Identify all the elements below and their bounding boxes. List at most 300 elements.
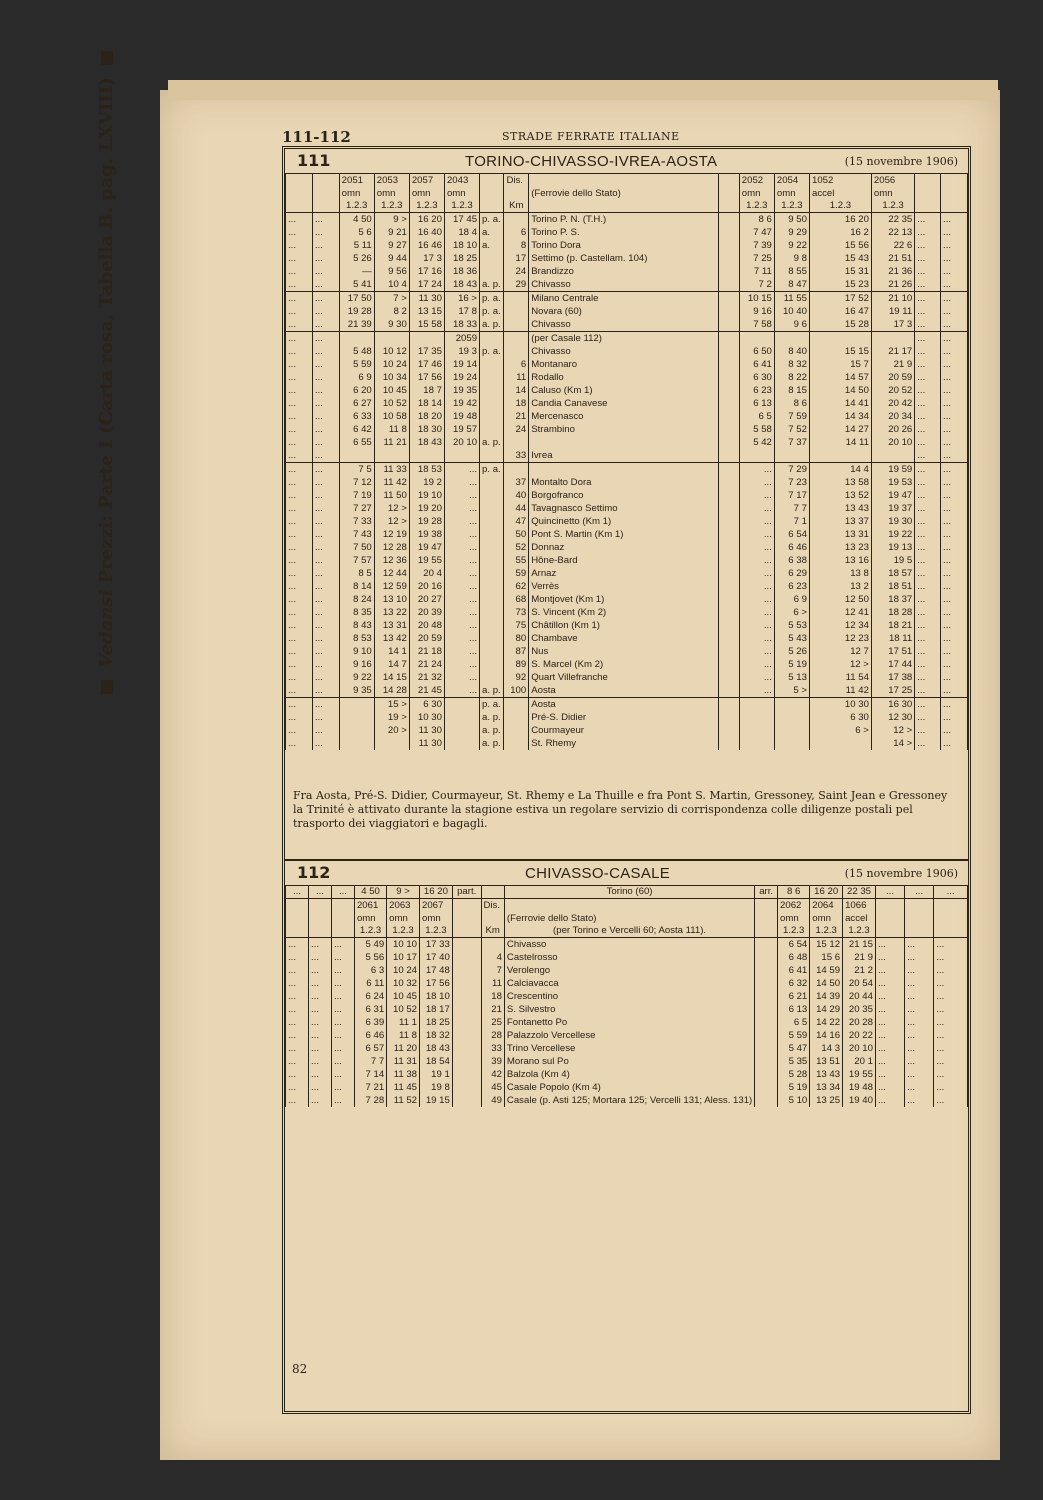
departure-time: 12 > [374, 502, 409, 515]
distance-km: 39 [481, 1055, 504, 1068]
table-row [286, 332, 968, 346]
arrow-cell [719, 449, 740, 463]
departure-time: 9 > [374, 213, 409, 227]
dots-cell: ... [312, 580, 339, 593]
departure-time: 14 15 [374, 671, 409, 684]
return-time: 22 6 [871, 239, 914, 252]
departure-time: ... [444, 541, 479, 554]
dots-cell: ... [915, 737, 941, 750]
distance-km [504, 436, 529, 449]
return-time: 6 48 [778, 951, 810, 964]
return-time: 14 29 [810, 1003, 843, 1016]
dots-cell: ... [308, 1055, 331, 1068]
departure-time: ... [444, 645, 479, 658]
departure-time: 17 48 [420, 964, 453, 977]
table-row [286, 951, 968, 964]
departure-time: 18 43 [444, 278, 479, 292]
station-name: Châtillon (Km 1) [529, 619, 719, 632]
return-time: ... [739, 632, 774, 645]
table-row [286, 711, 968, 724]
return-time: 19 48 [843, 1081, 876, 1094]
dots-cell: ... [915, 645, 941, 658]
dots-cell: ... [941, 371, 968, 384]
station-name [529, 463, 719, 477]
blank-cell [331, 912, 354, 925]
return-time: ... [739, 476, 774, 489]
return-time: 20 52 [871, 384, 914, 397]
departure-time: 5 59 [339, 358, 374, 371]
dots-cell: ... [875, 1081, 904, 1094]
dots-cell: ... [286, 711, 313, 724]
return-time: 6 5 [739, 410, 774, 423]
dots-cell: ... [941, 252, 968, 265]
marker-cell [452, 1055, 481, 1068]
torino-departure: 4 50 [354, 886, 386, 899]
return-time: 7 37 [774, 436, 809, 449]
return-time: 19 11 [871, 305, 914, 318]
return-time [739, 724, 774, 737]
dots-cell: ... [308, 951, 331, 964]
distance-km: 75 [504, 619, 529, 632]
departure-time: 11 50 [374, 489, 409, 502]
departure-time: ... [444, 658, 479, 671]
return-time: 18 11 [871, 632, 914, 645]
dots-cell: ... [915, 265, 941, 278]
departure-time: 10 34 [374, 371, 409, 384]
table-row [286, 410, 968, 423]
distance-km: 68 [504, 593, 529, 606]
departure-time: 15 > [374, 698, 409, 712]
departure-time: 18 17 [420, 1003, 453, 1016]
arr-dep-marker [480, 606, 504, 619]
distance-km: 42 [481, 1068, 504, 1081]
departure-time [374, 332, 409, 346]
return-time: 21 36 [871, 265, 914, 278]
station-name: S. Marcel (Km 2) [529, 658, 719, 671]
right-train-header: omn [778, 912, 810, 925]
arrow-cell [719, 292, 740, 306]
dots-cell: ... [941, 502, 968, 515]
return-time: 20 10 [871, 436, 914, 449]
dots-cell: ... [915, 593, 941, 606]
arr-dep-marker: p. a. [480, 698, 504, 712]
dots-cell: ... [941, 239, 968, 252]
distance-km: 49 [481, 1094, 504, 1107]
return-time: 14 27 [809, 423, 871, 436]
marker-header [719, 187, 740, 200]
return-time: 20 1 [843, 1055, 876, 1068]
torino-arrival: 8 6 [778, 886, 810, 899]
arr-dep-marker [480, 397, 504, 410]
dots-cell: ... [941, 684, 968, 698]
right-train-header: 1052 [809, 174, 871, 187]
dots-cell: ... [934, 1068, 968, 1081]
return-time: 12 23 [809, 632, 871, 645]
return-time: ... [739, 619, 774, 632]
return-time: 21 9 [871, 358, 914, 371]
return-time: 18 37 [871, 593, 914, 606]
return-time: 5 19 [778, 1081, 810, 1094]
departure-time: 2059 [444, 332, 479, 346]
departure-time: 18 54 [420, 1055, 453, 1068]
dots-cell: ... [905, 1068, 934, 1081]
return-time: 6 9 [774, 593, 809, 606]
dots-cell: ... [905, 1029, 934, 1042]
departure-time: 10 24 [374, 358, 409, 371]
table-111-grid [285, 174, 968, 750]
dots-cell: ... [941, 292, 968, 306]
dots-cell: ... [312, 671, 339, 684]
torino-departure: 9 > [387, 886, 420, 899]
departure-time: 12 59 [374, 580, 409, 593]
return-time: 8 47 [774, 278, 809, 292]
right-train-header: 1.2.3 [810, 925, 843, 938]
dots-cell: ... [312, 593, 339, 606]
departure-time: 17 24 [409, 278, 444, 292]
departure-time: 5 49 [354, 938, 386, 952]
arrow-cell [719, 305, 740, 318]
blank-cell [286, 174, 313, 187]
dots-cell: ... [934, 1055, 968, 1068]
return-time: 16 2 [809, 226, 871, 239]
return-time: 8 15 [774, 384, 809, 397]
km-cell [481, 886, 504, 899]
return-time: 15 23 [809, 278, 871, 292]
arr-dep-marker [480, 384, 504, 397]
dots-cell: ... [941, 410, 968, 423]
departure-time: ... [444, 528, 479, 541]
departure-time: 19 20 [409, 502, 444, 515]
return-time: 12 30 [871, 711, 914, 724]
return-time: 5 > [774, 684, 809, 698]
departure-time: 17 56 [420, 977, 453, 990]
departure-time: 6 57 [354, 1042, 386, 1055]
departure-time: 7 5 [339, 463, 374, 477]
departure-time: 11 1 [387, 1016, 420, 1029]
departure-time: 8 24 [339, 593, 374, 606]
dots-cell: ... [915, 358, 941, 371]
dots-cell: ... [941, 698, 968, 712]
distance-km: 4 [481, 951, 504, 964]
dots-cell: ... [286, 489, 313, 502]
dots-cell: ... [934, 1029, 968, 1042]
distance-km [504, 305, 529, 318]
departure-time: 7 12 [339, 476, 374, 489]
dots-cell: ... [331, 1029, 354, 1042]
arr-dep-marker [480, 502, 504, 515]
departure-time: 10 17 [387, 951, 420, 964]
arr-dep-marker [480, 541, 504, 554]
return-time: 14 39 [810, 990, 843, 1003]
return-time: 18 57 [871, 567, 914, 580]
arr-dep-marker: a. p. [480, 278, 504, 292]
dots-cell: ... [905, 1016, 934, 1029]
left-train-header: 2061 [354, 899, 386, 913]
dots-cell: ... [286, 990, 309, 1003]
blank-cell [934, 912, 968, 925]
dots-cell: ... [308, 1016, 331, 1029]
station-name: Courmayeur [529, 724, 719, 737]
arr-dep-marker [480, 476, 504, 489]
distance-km: 21 [504, 410, 529, 423]
departure-time: 18 10 [420, 990, 453, 1003]
table-111-title-row [285, 149, 968, 174]
dots-cell: ... [941, 737, 968, 750]
station-name: Aosta [529, 698, 719, 712]
railway-subheader: (per Torino e Vercelli 60; Aosta 111). [504, 925, 754, 938]
side-note-main: Prezzi: Parte I (Carta rosa, Tabella B. pag. LXVIII) [96, 77, 117, 584]
return-time: ... [739, 554, 774, 567]
table-111-date: (15 novembre 1906) [844, 155, 958, 168]
dots-cell: ... [905, 977, 934, 990]
blank-cell [286, 200, 313, 213]
dots-cell: ... [312, 358, 339, 371]
departure-time: 6 3 [354, 964, 386, 977]
dots-cell: ... [286, 332, 313, 346]
table-row [286, 1003, 968, 1016]
right-train-header: 1066 [843, 899, 876, 913]
dots-cell: ... [286, 938, 309, 952]
return-time: ... [739, 567, 774, 580]
distance-km: 28 [481, 1029, 504, 1042]
right-train-header: 1.2.3 [871, 200, 914, 213]
departure-time: 19 47 [409, 541, 444, 554]
table-111-number: 111 [297, 151, 331, 170]
arrow-cell [719, 332, 740, 346]
arrow-cell [755, 977, 778, 990]
return-time: 19 40 [843, 1094, 876, 1107]
return-time [739, 711, 774, 724]
dots-cell: ... [915, 449, 941, 463]
dots-cell: ... [915, 476, 941, 489]
departure-time: 8 35 [339, 606, 374, 619]
station-name: Fontanetto Po [504, 1016, 754, 1029]
departure-time: 6 39 [354, 1016, 386, 1029]
return-time: 6 29 [774, 567, 809, 580]
return-time: 6 54 [774, 528, 809, 541]
dots-cell: ... [308, 886, 331, 899]
dots-cell: ... [915, 384, 941, 397]
station-name: Torino P. N. (T.H.) [529, 213, 719, 227]
table-row [286, 384, 968, 397]
dots-cell: ... [286, 305, 313, 318]
departure-time: ... [444, 632, 479, 645]
blank-cell [915, 174, 941, 187]
distance-km: 29 [504, 278, 529, 292]
arrow-cell [719, 645, 740, 658]
table-row [286, 423, 968, 436]
return-time: 5 35 [778, 1055, 810, 1068]
arr-dep-marker [480, 423, 504, 436]
distance-km: 59 [504, 567, 529, 580]
marker-header [719, 200, 740, 213]
distance-km: 11 [481, 977, 504, 990]
left-train-header: 1.2.3 [387, 925, 420, 938]
arrow-cell [755, 1003, 778, 1016]
distance-km [504, 213, 529, 227]
dots-cell: ... [308, 990, 331, 1003]
departure-time: ... [444, 671, 479, 684]
table-row [286, 397, 968, 410]
departure-time: 17 45 [444, 213, 479, 227]
dots-cell: ... [308, 1094, 331, 1107]
return-time: 21 10 [871, 292, 914, 306]
return-time: ... [739, 580, 774, 593]
return-time: 19 22 [871, 528, 914, 541]
departure-time: 18 53 [409, 463, 444, 477]
distance-km: 33 [481, 1042, 504, 1055]
return-time: ... [739, 515, 774, 528]
blank-cell [286, 187, 313, 200]
dots-cell: ... [312, 305, 339, 318]
dots-cell: ... [941, 671, 968, 684]
return-time: ... [739, 606, 774, 619]
departure-time: ... [444, 502, 479, 515]
dots-cell: ... [915, 239, 941, 252]
station-name: Tavagnasco Settimo [529, 502, 719, 515]
dots-cell: ... [286, 371, 313, 384]
table-row [286, 239, 968, 252]
distance-km: 21 [481, 1003, 504, 1016]
arr-dep-marker: a. [480, 226, 504, 239]
header-row [286, 200, 968, 213]
dist-header: Dis. [481, 899, 504, 913]
marker-cell [452, 938, 481, 952]
departure-time: 20 39 [409, 606, 444, 619]
left-train-header: omn [420, 912, 453, 925]
table-112-title-row [285, 859, 968, 886]
dots-cell: ... [286, 619, 313, 632]
dots-cell: ... [934, 886, 968, 899]
return-time: 14 50 [809, 384, 871, 397]
table-112-grid [285, 886, 968, 1107]
distance-km [504, 737, 529, 750]
dots-cell: ... [915, 724, 941, 737]
departure-time: 14 7 [374, 658, 409, 671]
arrow-cell [719, 384, 740, 397]
return-time: ... [739, 593, 774, 606]
departure-time: 10 45 [387, 990, 420, 1003]
return-time: 14 41 [809, 397, 871, 410]
departure-time: ... [444, 489, 479, 502]
dots-cell: ... [941, 318, 968, 332]
return-time: 14 3 [810, 1042, 843, 1055]
distance-km: 52 [504, 541, 529, 554]
dots-cell: ... [915, 698, 941, 712]
dots-cell: ... [286, 606, 313, 619]
return-time: 20 28 [843, 1016, 876, 1029]
dots-cell: ... [915, 671, 941, 684]
dots-cell: ... [941, 489, 968, 502]
dots-cell: ... [875, 1055, 904, 1068]
departure-time: 11 52 [387, 1094, 420, 1107]
dots-cell: ... [941, 463, 968, 477]
return-time: 6 21 [778, 990, 810, 1003]
return-time: 5 47 [778, 1042, 810, 1055]
dots-cell: ... [915, 632, 941, 645]
dots-cell: ... [941, 645, 968, 658]
dots-cell: ... [286, 476, 313, 489]
dots-cell: ... [312, 463, 339, 477]
return-time: 13 16 [809, 554, 871, 567]
return-time: 7 11 [739, 265, 774, 278]
table-row [286, 371, 968, 384]
station-name: Mercenasco [529, 410, 719, 423]
right-train-header: 1.2.3 [739, 200, 774, 213]
dots-cell: ... [312, 278, 339, 292]
return-time: 22 13 [871, 226, 914, 239]
return-time: 13 51 [810, 1055, 843, 1068]
return-time: 11 55 [774, 292, 809, 306]
arr-dep-marker [480, 619, 504, 632]
departure-time: 11 8 [387, 1029, 420, 1042]
blank-cell [941, 200, 968, 213]
dots-cell: ... [312, 632, 339, 645]
departure-time: 6 30 [409, 698, 444, 712]
blank-cell [286, 899, 309, 913]
station-name: Ivrea [529, 449, 719, 463]
side-note [96, 77, 117, 700]
return-time: 9 29 [774, 226, 809, 239]
blank-cell [941, 174, 968, 187]
departure-time: 5 41 [339, 278, 374, 292]
arr-dep-marker [480, 371, 504, 384]
dots-cell: ... [286, 1094, 309, 1107]
departure-time: 20 27 [409, 593, 444, 606]
return-time: ... [739, 463, 774, 477]
dots-cell: ... [915, 463, 941, 477]
blank-cell [915, 187, 941, 200]
dots-cell: ... [286, 1016, 309, 1029]
return-time: 6 30 [739, 371, 774, 384]
dots-cell: ... [915, 658, 941, 671]
dots-cell: ... [308, 1081, 331, 1094]
distance-km: 92 [504, 671, 529, 684]
station-name: Novara (60) [529, 305, 719, 318]
arr-dep-marker [480, 489, 504, 502]
departure-time: 11 33 [374, 463, 409, 477]
departure-time [374, 737, 409, 750]
return-time: 13 52 [809, 489, 871, 502]
return-time: 17 25 [871, 684, 914, 698]
dots-cell: ... [286, 632, 313, 645]
departure-time: 7 50 [339, 541, 374, 554]
arrow-cell [719, 213, 740, 227]
marker-cell [452, 977, 481, 990]
marker-cell [452, 964, 481, 977]
distance-km: 33 [504, 449, 529, 463]
return-time: 19 30 [871, 515, 914, 528]
table-row [286, 1016, 968, 1029]
return-time: 14 16 [810, 1029, 843, 1042]
departure-time: 19 28 [339, 305, 374, 318]
table-row [286, 684, 968, 698]
arrow-cell [755, 1029, 778, 1042]
table-row [286, 541, 968, 554]
header-row [286, 174, 968, 187]
return-time: 19 53 [871, 476, 914, 489]
dots-cell: ... [331, 1003, 354, 1016]
departure-time: 16 > [444, 292, 479, 306]
pointing-hand-icon [101, 680, 113, 694]
departure-time: 11 31 [387, 1055, 420, 1068]
dots-cell: ... [941, 423, 968, 436]
blank-cell [875, 912, 904, 925]
table-112-route: CHIVASSO-CASALE [525, 865, 671, 882]
departure-time: 6 20 [339, 384, 374, 397]
departure-time: 14 1 [374, 645, 409, 658]
departure-time: 11 30 [409, 737, 444, 750]
